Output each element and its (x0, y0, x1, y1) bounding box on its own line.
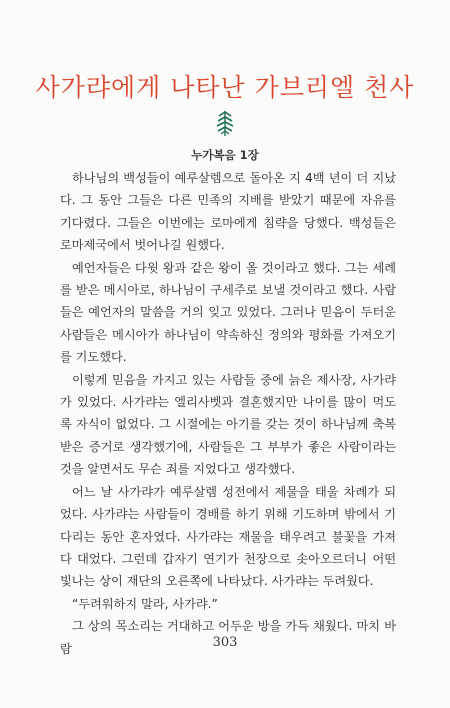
paragraph: 그 상의 목소리는 거대하고 어두운 방을 가득 채웠다. 마치 바람 (60, 619, 396, 656)
leaf-ornament-icon (214, 108, 236, 138)
page-number: 303 (212, 635, 238, 650)
body-text (60, 167, 396, 660)
chapter-subtitle: 누가복음 1장 (191, 148, 259, 162)
chapter-title: 사가랴에게 나타난 가브리엘 천사 (35, 73, 415, 102)
paragraph: 예언자들은 다윗 왕과 같은 왕이 올 것이라고 했다. 그는 세례를 받은 메시아로, 하나님이 구세주로 보낼 것이라고 했다. 사람들은 예언자의 말씀을 거의 잊고 있었다. 그러나 믿음이 두터운 사람들은 메시아가 하나님이 약속하신 정의와 평화를 가져오기를 기도했다. (60, 260, 396, 365)
quote-paragraph: “두려워하지 말라, 사가랴.” (72, 596, 218, 611)
paragraph: 이렇게 믿음을 가지고 있는 사람들 중에 늙은 제사장, 사가랴가 있었다. 사가랴는 엘리사벳과 결혼했지만 나이를 많이 먹도록 자식이 없었다. 그 시절에는 아기를 갖는 것이 하나님께 축복 받은 증거로 생각했기에, 사람들은 그 부부가 좋은 사람이라는 것을 알면서도 무슨 죄를 지었다고 생각했다. (60, 372, 396, 477)
paragraph: 어느 날 사가랴가 예루살렘 성전에서 제물을 태울 차례가 되었다. 사가랴는 사람들이 경배를 하기 위해 기도하며 밖에서 기다리는 동안 혼자였다. 사가랴는 재물을 태우려고 불꽃을 가져다 대었다. 그런데 갑자기 연기가 천장으로 솟아오르더니 어떤 빛나는 상이 재단의 오른쪽에 나타났다. 사가랴는 두려웠다. (60, 484, 396, 589)
paragraph: 하나님의 백성들이 예루살렘으로 돌아온 지 4백 년이 더 지났다. 그 동안 그들은 다른 민족의 지배를 받았기 때문에 자유를 기다렸다. 그들은 이번에는 로마에게 침략을 당했다. 백성들은 로마제국에서 벗어나길 원했다. (60, 171, 396, 253)
